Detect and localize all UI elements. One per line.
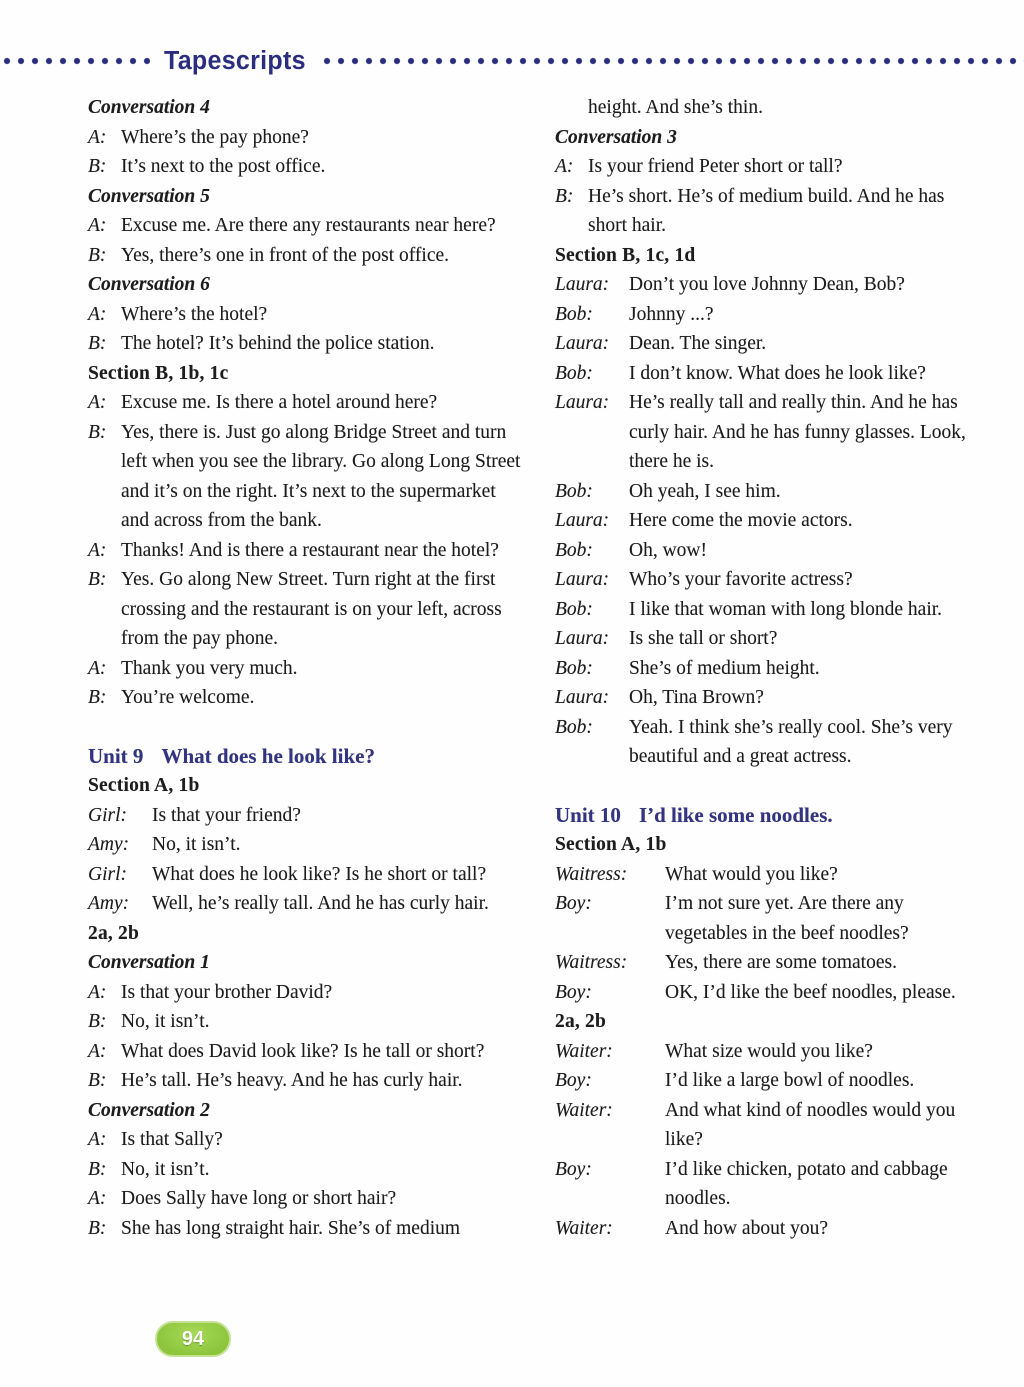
speaker-label: Bob: xyxy=(555,362,593,384)
dialogue-text: Johnny ...? xyxy=(629,303,714,325)
speaker-label: B: xyxy=(555,185,574,207)
unit-title: What does he look like? xyxy=(161,743,375,768)
speaker-label: Boy: xyxy=(555,1158,592,1180)
dialogue-text: height. And she’s thin. xyxy=(588,97,763,118)
speaker-label: A: xyxy=(88,1129,107,1150)
dialogue-line xyxy=(88,1155,524,1185)
dialogue-line xyxy=(88,418,524,536)
dialogue-line xyxy=(555,300,979,330)
unit-heading xyxy=(555,801,979,831)
dialogue-text: Where’s the hotel? xyxy=(121,303,268,325)
unit-heading xyxy=(88,742,524,772)
speaker-label: B: xyxy=(88,156,107,177)
dialogue-text: Yes, there are some tomatoes. xyxy=(665,952,897,973)
speaker-label: Laura: xyxy=(555,687,610,708)
dialogue-line xyxy=(88,1007,524,1037)
dialogue-text: Oh, Tina Brown? xyxy=(629,687,764,708)
speaker-label: Bob: xyxy=(555,539,593,561)
dialogue-line xyxy=(88,1037,524,1067)
unit-number: Unit 10 xyxy=(555,802,621,827)
speaker-label: Bob: xyxy=(555,303,593,325)
dialogue-text: Yeah. I think she’s really cool. She’s very beautiful and a great actress. xyxy=(629,716,953,767)
dialogue-line xyxy=(88,1066,524,1096)
dialogue-text: And what kind of noodles would you like? xyxy=(665,1099,956,1150)
speaker-label: Waitress: xyxy=(555,863,628,885)
dialogue-text: Who’s your favorite actress? xyxy=(629,569,853,590)
dialogue-text: He’s really tall and really thin. And he has curly hair. And he has funny glasses. Look, there he is. xyxy=(629,392,966,472)
dotted-divider-left xyxy=(0,57,150,65)
dialogue-text: Don’t you love Johnny Dean, Bob? xyxy=(629,274,905,295)
dialogue-text: Oh yeah, I see him. xyxy=(629,480,781,502)
conversation-heading: Conversation 2 xyxy=(88,1099,210,1121)
dialogue-line xyxy=(88,329,524,359)
section-heading: Section A, 1b xyxy=(88,775,200,796)
dialogue-text: What does David look like? Is he tall or short? xyxy=(121,1040,485,1062)
speaker-label: B: xyxy=(88,1011,107,1032)
dialogue-line xyxy=(555,182,979,241)
speaker-label: Waiter: xyxy=(555,1099,613,1121)
dialogue-text: The hotel? It’s behind the police station. xyxy=(121,333,435,354)
dialogue-text: Oh, wow! xyxy=(629,539,707,561)
speaker-label: B: xyxy=(88,1070,107,1091)
dialogue-text: Excuse me. Is there a hotel around here? xyxy=(121,392,438,413)
speaker-label: A: xyxy=(88,1040,107,1062)
dialogue-line xyxy=(88,1184,524,1214)
dialogue-line xyxy=(88,860,524,890)
dialogue-line xyxy=(555,860,979,890)
dialogue-line xyxy=(555,1155,979,1214)
dialogue-line xyxy=(555,152,979,182)
section-heading: Section B, 1b, 1c xyxy=(88,362,229,384)
speaker-label: A: xyxy=(88,981,107,1003)
section-heading: Section A, 1b xyxy=(555,834,667,855)
dialogue-text: What would you like? xyxy=(665,863,838,885)
speaker-label: B: xyxy=(88,1158,107,1180)
dotted-divider-right xyxy=(320,57,1024,65)
speaker-label: B: xyxy=(88,421,107,443)
section-heading: 2a, 2b xyxy=(555,1011,607,1032)
speaker-label: Boy: xyxy=(555,1070,592,1091)
speaker-label: A: xyxy=(88,657,107,679)
dialogue-text: He’s tall. He’s heavy. And he has curly hair. xyxy=(121,1070,463,1091)
dialogue-text: No, it isn’t. xyxy=(121,1011,210,1032)
dialogue-text: Yes, there’s one in front of the post office. xyxy=(121,244,450,266)
dialogue-line xyxy=(555,477,979,507)
dialogue-line xyxy=(555,329,979,359)
speaker-label: A: xyxy=(555,156,574,177)
dialogue-text: No, it isn’t. xyxy=(121,1158,210,1180)
dialogue-text: Thanks! And is there a restaurant near the hotel? xyxy=(121,539,499,561)
dialogue-line xyxy=(555,683,979,713)
dialogue-text: Where’s the pay phone? xyxy=(121,126,309,148)
dialogue-text: What size would you like? xyxy=(665,1040,873,1062)
speaker-label: Laura: xyxy=(555,510,610,531)
dialogue-text: Is that Sally? xyxy=(121,1129,223,1150)
dialogue-text: Yes. Go along New Street. Turn right at the first crossing and the restaurant is on your left, across from the pay phone. xyxy=(121,569,502,649)
dialogue-line xyxy=(88,801,524,831)
dialogue-text: You’re welcome. xyxy=(121,687,255,708)
dialogue-line xyxy=(88,683,524,713)
dialogue-line xyxy=(555,270,979,300)
speaker-label: Laura: xyxy=(555,569,610,590)
dialogue-text: I don’t know. What does he look like? xyxy=(629,362,926,384)
dialogue-line xyxy=(555,595,979,625)
dialogue-line xyxy=(88,123,524,153)
dialogue-text: I like that woman with long blonde hair. xyxy=(629,598,943,620)
left-column xyxy=(88,93,524,1243)
speaker-label: Boy: xyxy=(555,893,592,914)
dialogue-line xyxy=(88,536,524,566)
conversation-heading: Conversation 5 xyxy=(88,185,210,207)
speaker-label: B: xyxy=(88,1217,107,1239)
speaker-label: Waiter: xyxy=(555,1040,613,1062)
speaker-label: A: xyxy=(88,539,107,561)
dialogue-line xyxy=(555,654,979,684)
dialogue-line xyxy=(555,624,979,654)
right-column xyxy=(555,93,979,1243)
speaker-label: A: xyxy=(88,215,107,236)
dialogue-text: Does Sally have long or short hair? xyxy=(121,1188,397,1209)
dialogue-text: She has long straight hair. She’s of medium xyxy=(121,1217,461,1239)
dialogue-line xyxy=(555,388,979,477)
dialogue-line xyxy=(555,948,979,978)
dialogue-line xyxy=(88,889,524,919)
dialogue-line xyxy=(88,830,524,860)
unit-number: Unit 9 xyxy=(88,743,144,768)
dialogue-text: She’s of medium height. xyxy=(629,657,820,679)
dialogue-line xyxy=(88,978,524,1008)
speaker-label: A: xyxy=(88,1188,107,1209)
dialogue-line xyxy=(555,565,979,595)
dialogue-text: I’d like a large bowl of noodles. xyxy=(665,1070,915,1091)
speaker-label: A: xyxy=(88,392,107,413)
dialogue-line xyxy=(88,152,524,182)
conversation-heading: Conversation 6 xyxy=(88,274,210,295)
dialogue-line xyxy=(555,506,979,536)
speaker-label: Girl: xyxy=(88,804,127,826)
dialogue-line xyxy=(88,565,524,654)
speaker-label: Amy: xyxy=(88,893,130,914)
dialogue-text: I’d like chicken, potato and cabbage noodles. xyxy=(665,1158,948,1209)
dialogue-line xyxy=(555,978,979,1008)
dialogue-line xyxy=(555,1037,979,1067)
section-heading: Section B, 1c, 1d xyxy=(555,244,696,266)
speaker-label: B: xyxy=(88,569,107,590)
dialogue-line xyxy=(88,300,524,330)
dialogue-line xyxy=(555,713,979,772)
conversation-heading: Conversation 3 xyxy=(555,126,677,148)
dialogue-line xyxy=(88,1214,524,1244)
dialogue-text: Excuse me. Are there any restaurants near here? xyxy=(121,215,496,236)
dialogue-text: Is she tall or short? xyxy=(629,628,778,649)
page-title: Tapescripts xyxy=(164,46,306,75)
dialogue-line xyxy=(88,388,524,418)
speaker-label: Laura: xyxy=(555,274,610,295)
speaker-label: Bob: xyxy=(555,598,593,620)
dialogue-line xyxy=(555,1096,979,1155)
dialogue-text: And how about you? xyxy=(665,1217,829,1239)
dialogue-text: Yes, there is. Just go along Bridge Street and turn left when you see the library. Go along Long Street and it’s on the right. It’s next to the supermarket and across from the bank. xyxy=(121,421,521,531)
dialogue-line xyxy=(88,211,524,241)
dialogue-text: Thank you very much. xyxy=(121,657,298,679)
tapescripts-header xyxy=(0,47,1024,75)
dialogue-line xyxy=(88,1125,524,1155)
dialogue-text: Is your friend Peter short or tall? xyxy=(588,156,843,177)
dialogue-line xyxy=(555,93,979,123)
speaker-label: Amy: xyxy=(88,834,130,855)
speaker-label: Bob: xyxy=(555,480,593,502)
speaker-label: Laura: xyxy=(555,333,610,354)
dialogue-text: He’s short. He’s of medium build. And he has short hair. xyxy=(588,185,945,236)
speaker-label: Boy: xyxy=(555,981,592,1003)
speaker-label: Girl: xyxy=(88,863,127,885)
dialogue-line xyxy=(88,241,524,271)
speaker-label: Waiter: xyxy=(555,1217,613,1239)
speaker-label: B: xyxy=(88,333,107,354)
speaker-label: Bob: xyxy=(555,657,593,679)
dialogue-text: Is that your friend? xyxy=(152,804,301,826)
dialogue-text: Well, he’s really tall. And he has curly hair. xyxy=(152,893,489,914)
dialogue-text: No, it isn’t. xyxy=(152,834,241,855)
speaker-label: Bob: xyxy=(555,716,593,738)
conversation-heading: Conversation 1 xyxy=(88,952,210,973)
dialogue-text: OK, I’d like the beef noodles, please. xyxy=(665,981,956,1003)
dialogue-line xyxy=(555,359,979,389)
dialogue-line xyxy=(555,1066,979,1096)
speaker-label: A: xyxy=(88,303,107,325)
page-number-badge: 94 xyxy=(155,1321,231,1357)
dialogue-line xyxy=(88,654,524,684)
speaker-label: Laura: xyxy=(555,392,610,413)
dialogue-line xyxy=(555,889,979,948)
speaker-label: Waitress: xyxy=(555,952,628,973)
dialogue-text: I’m not sure yet. Are there any vegetables in the beef noodles? xyxy=(665,893,909,944)
speaker-label: B: xyxy=(88,687,107,708)
dialogue-text: It’s next to the post office. xyxy=(121,156,326,177)
speaker-label: Laura: xyxy=(555,628,610,649)
dialogue-text: Here come the movie actors. xyxy=(629,510,853,531)
dialogue-line xyxy=(555,536,979,566)
section-heading: 2a, 2b xyxy=(88,922,140,944)
dialogue-text: Is that your brother David? xyxy=(121,981,333,1003)
unit-title: I’d like some noodles. xyxy=(638,802,833,827)
dialogue-text: What does he look like? Is he short or tall? xyxy=(152,863,487,885)
conversation-heading: Conversation 4 xyxy=(88,97,210,118)
speaker-label: A: xyxy=(88,126,107,148)
dialogue-text: Dean. The singer. xyxy=(629,333,767,354)
dialogue-line xyxy=(555,1214,979,1244)
speaker-label: B: xyxy=(88,244,107,266)
